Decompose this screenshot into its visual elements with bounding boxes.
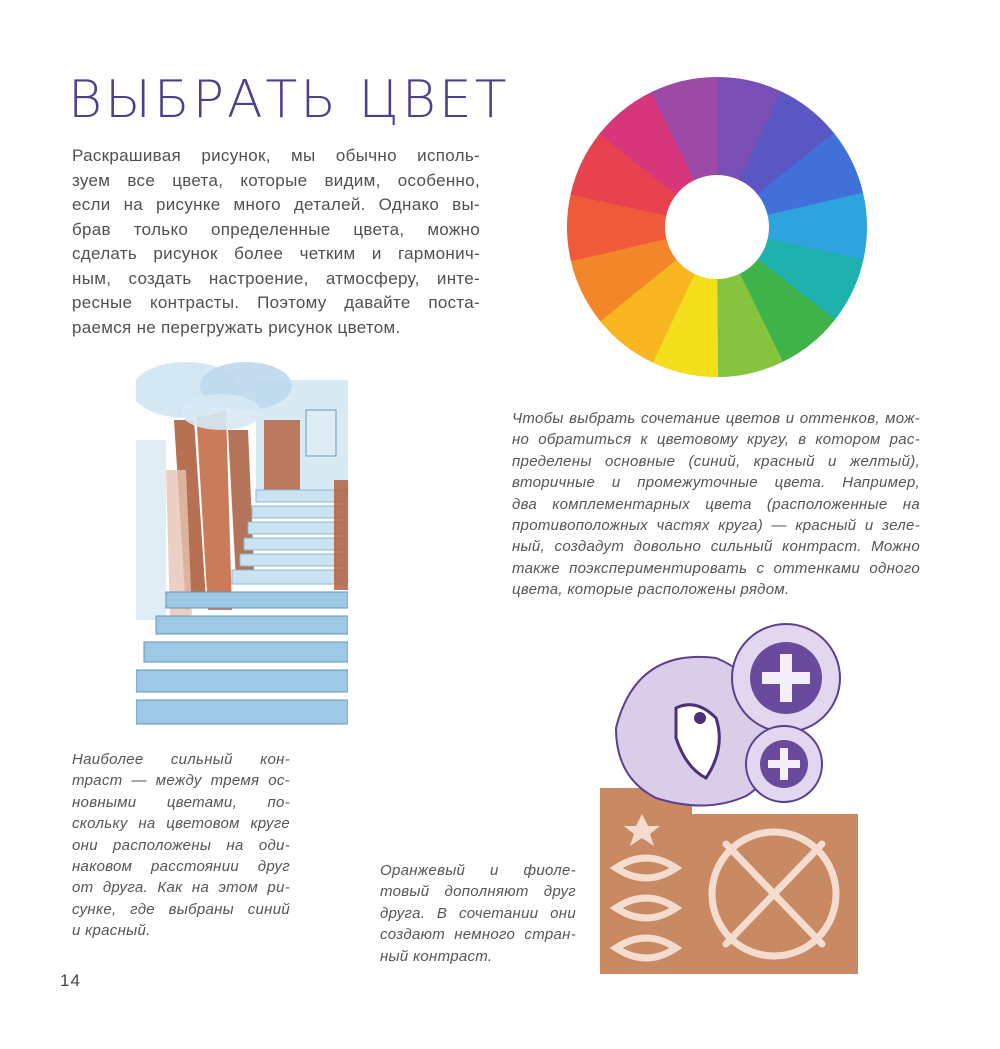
caption-line: вторичные и промежуточные цвета. Например, [512, 474, 920, 492]
intro-line: если на рисунке много деталей. Однако вы- [72, 195, 480, 214]
caption-line: от друга. Как на этом ри- [72, 879, 290, 897]
page-number: 14 [60, 971, 81, 990]
stairs-caption [72, 749, 290, 942]
color-wheel-center [665, 175, 769, 279]
caption-line: товый дополняют друг [380, 883, 576, 901]
caption-line: также поэкспериментировать с оттенками одного [512, 559, 920, 577]
intro-line: Раскрашивая рисунок, мы обычно исполь- [72, 146, 480, 165]
caption-line: Оранжевый и фиоле- [380, 862, 576, 879]
color-wheel-caption [512, 408, 920, 601]
caption-line: они расположены на оди- [72, 836, 290, 854]
caption-line: наковом расстоянии друг [72, 858, 290, 876]
caption-line: ный контраст. [380, 947, 493, 965]
intro-paragraph [72, 144, 480, 340]
caption-line: траст — между тремя ос- [72, 772, 290, 790]
caption-line: создают немного стран- [380, 926, 576, 944]
intro-line: брав только определенные цвета, можно [72, 219, 480, 239]
intro-line: ным, создать настроение, атмосферу, инте- [72, 268, 480, 288]
caption-line: цвета, которые расположены рядом. [512, 581, 790, 599]
caption-line: ный, создадут довольно сильный контраст. Можно [512, 538, 920, 556]
caption-line: пределены основные (синий, красный и желтый), [512, 452, 920, 470]
color-wheel-illustration [562, 72, 872, 382]
caption-line: и красный. [72, 922, 151, 940]
intro-line: ресные контрасты. Поэтому давайте поста- [72, 293, 480, 312]
caption-line: но обратиться к цветовому кругу, в котором рас- [512, 431, 920, 449]
caption-line: новными цветами, по- [72, 793, 290, 811]
caption-line: сунке, где выбраны синий [72, 900, 290, 918]
caption-line: противоположных частях круга) — красный и зеле- [512, 517, 920, 535]
caption-line: Наиболее сильный кон- [72, 751, 290, 768]
stairs-illustration [136, 360, 348, 732]
caption-line: друга. В сочетании они [380, 904, 576, 922]
caption-line: скольку на цветовом круге [72, 815, 290, 833]
caption-line: два комплементарных цвета (расположенные на [512, 495, 920, 513]
ornament-caption [380, 860, 576, 967]
page-title: ВЫБРАТЬ ЦВЕТ [68, 70, 510, 130]
caption-line: Чтобы выбрать сочетание цветов и оттенков, мож- [512, 410, 920, 427]
intro-line: зуем все цвета, которые видим, особенно, [72, 170, 480, 190]
ornament-illustration [596, 618, 862, 978]
intro-line: раемся не перегружать рисунок цветом. [72, 317, 401, 337]
intro-line: сделать рисунок более четким и гармонич- [72, 244, 480, 263]
